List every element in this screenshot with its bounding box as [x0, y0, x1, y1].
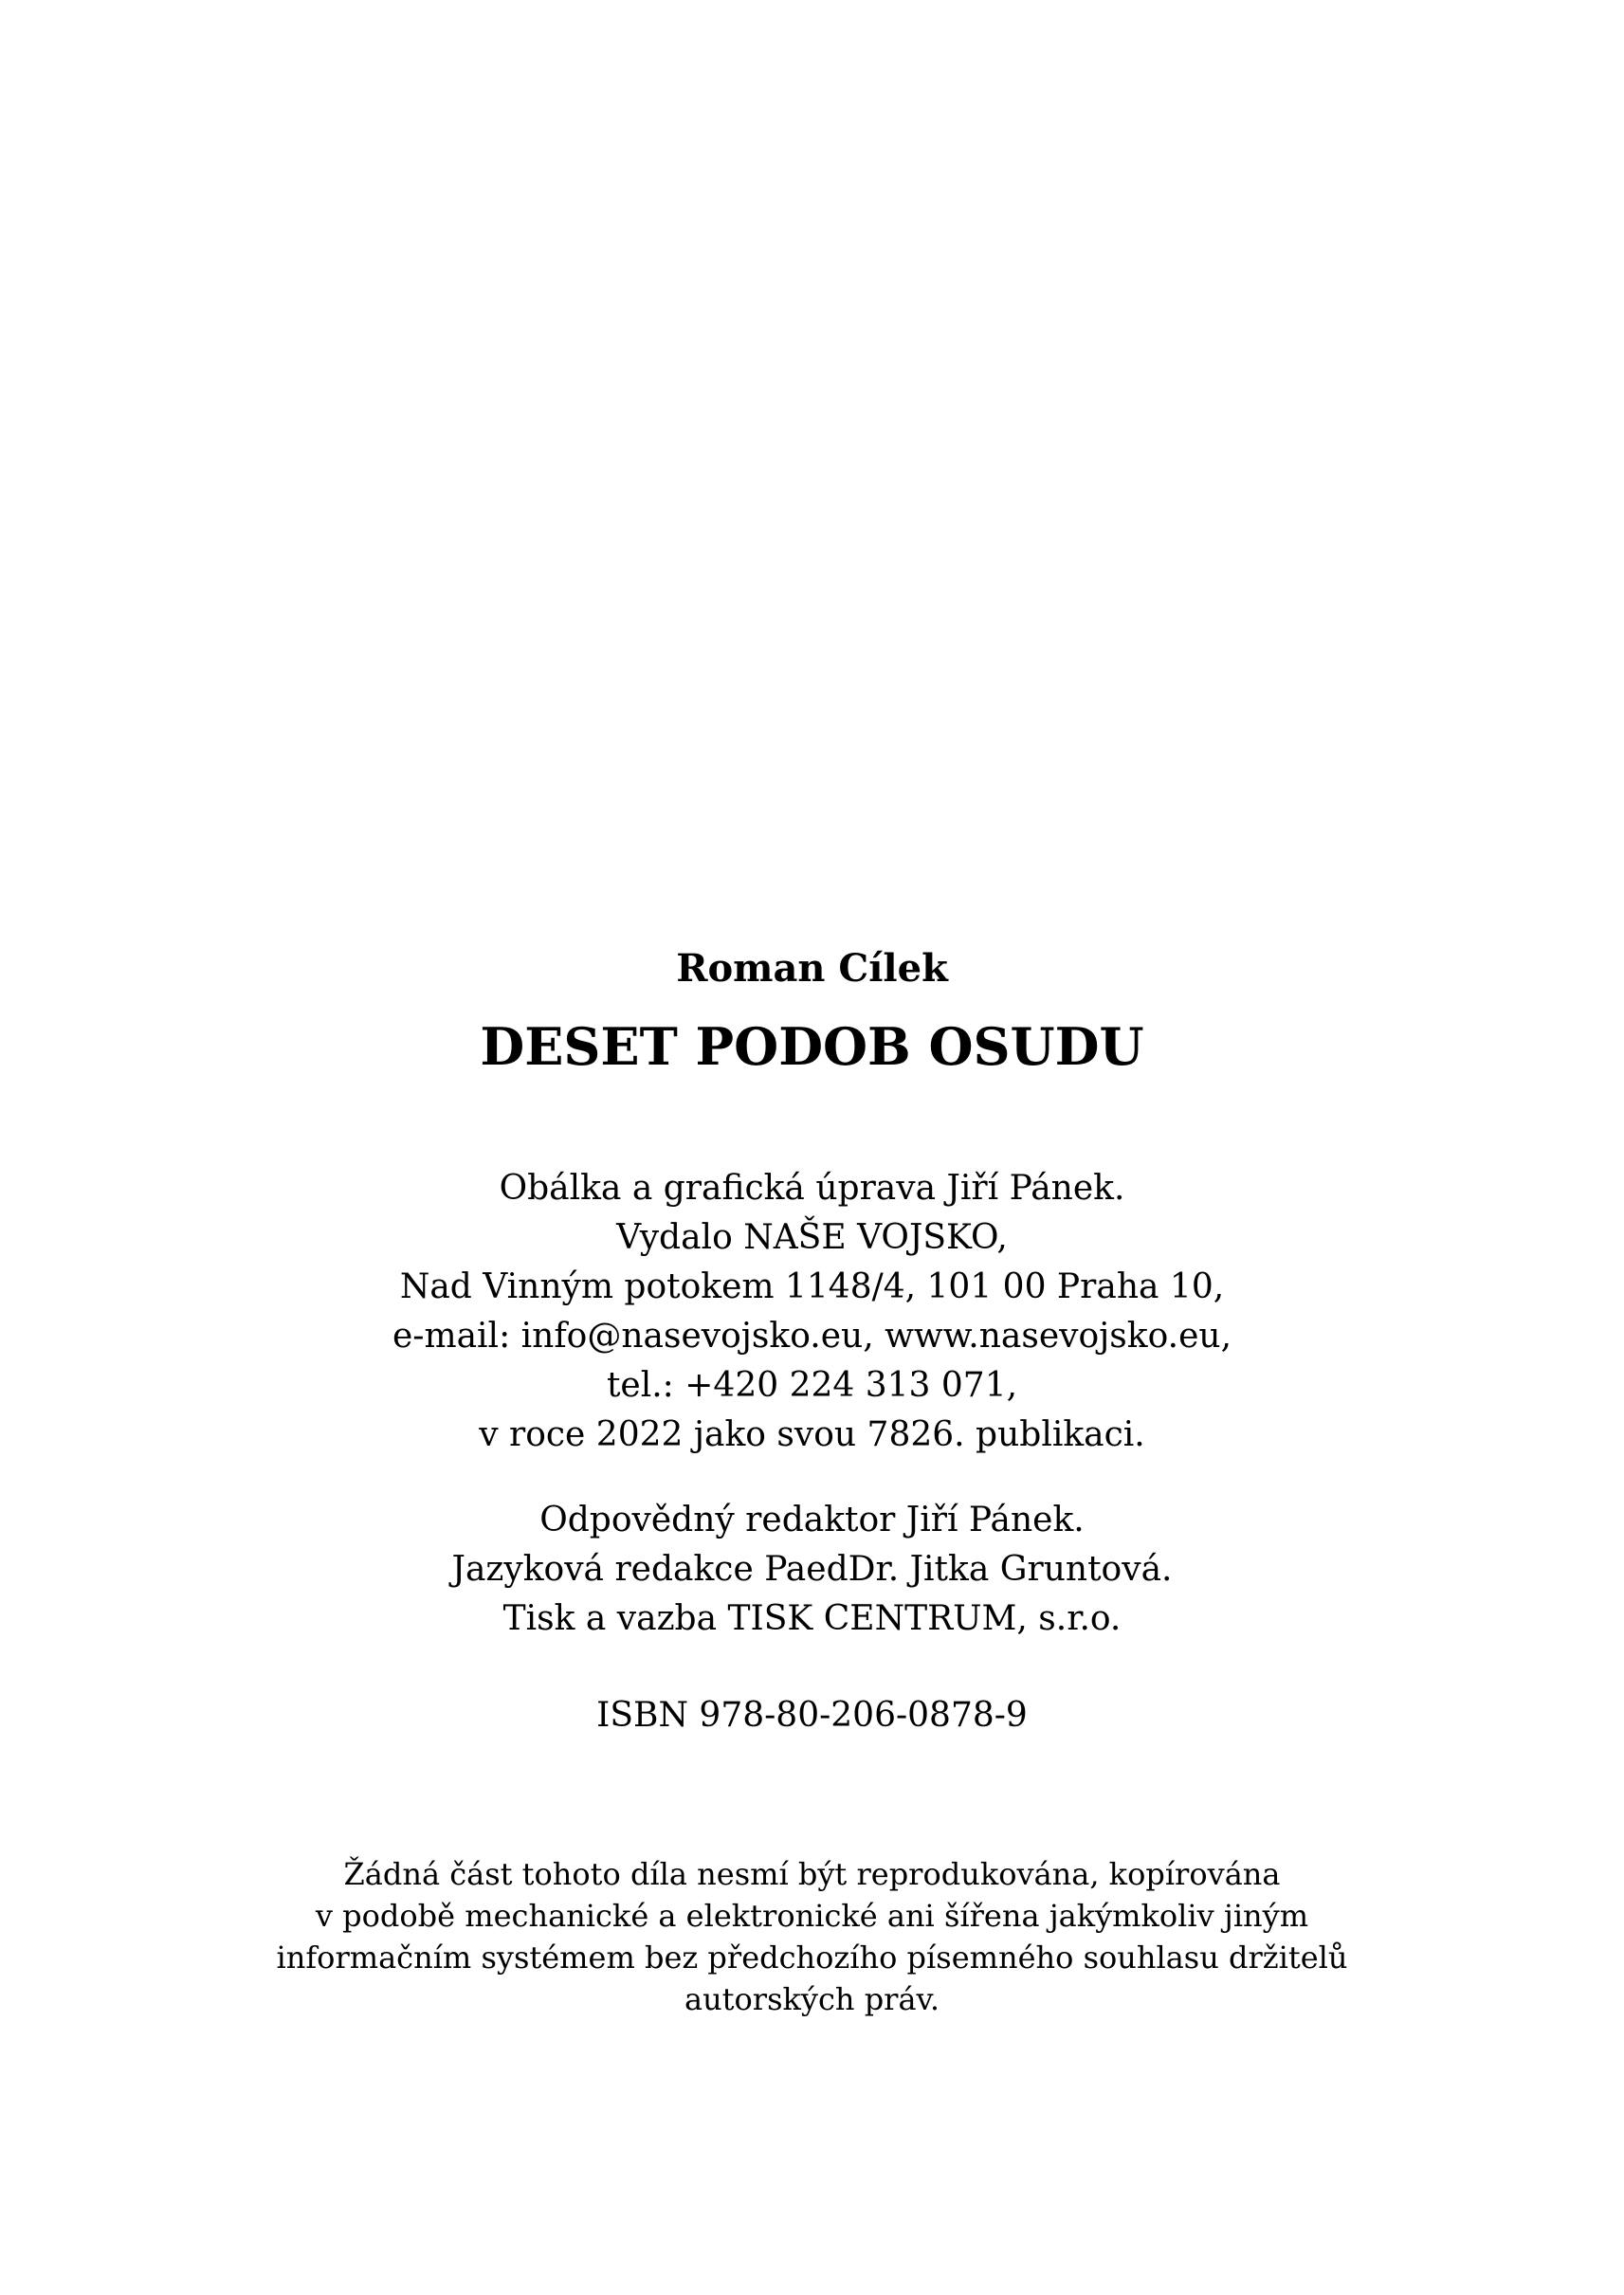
- copyright-line: informačním systémem bez předchozího písemného souhlasu držitelů: [276, 1940, 1348, 1976]
- copyright-line: autorských práv.: [684, 1981, 940, 2017]
- publisher-imprint: [0, 1164, 1624, 1460]
- imprint-line-year: v roce 2022 jako svou 7826. publikaci.: [479, 1415, 1145, 1454]
- imprint-line-cover: Obálka a grafická úprava Jiří Pánek.: [499, 1169, 1125, 1208]
- credit-editor: Odpovědný redaktor Jiří Pánek.: [539, 1501, 1085, 1539]
- imprint-line-phone: tel.: +420 224 313 071,: [606, 1366, 1018, 1405]
- imprint-line-contact: e-mail: info@nasevojsko.eu, www.nasevojsko.eu,: [392, 1317, 1232, 1356]
- copyright-notice: [0, 1853, 1624, 2020]
- author-name: Roman Cílek: [676, 946, 948, 991]
- imprint-line-address: Nad Vinným potokem 1148/4, 101 00 Praha 10,: [399, 1267, 1225, 1306]
- credit-language-editor: Jazyková redakce PaedDr. Jitka Gruntová.: [451, 1550, 1173, 1589]
- copyright-line: v podobě mechanické a elektronické ani šířena jakýmkoliv jiným: [315, 1898, 1309, 1934]
- isbn: ISBN 978-80-206-0878-9: [596, 1696, 1028, 1735]
- copyright-line: Žádná část tohoto díla nesmí být reprodukována, kopírována: [343, 1856, 1281, 1892]
- book-title: DESET PODOB OSUDU: [480, 1016, 1144, 1077]
- imprint-line-publisher: Vydalo NAŠE VOJSKO,: [616, 1218, 1008, 1257]
- editorial-credits: [0, 1496, 1624, 1644]
- credit-printer: Tisk a vazba TISK CENTRUM, s.r.o.: [502, 1599, 1122, 1638]
